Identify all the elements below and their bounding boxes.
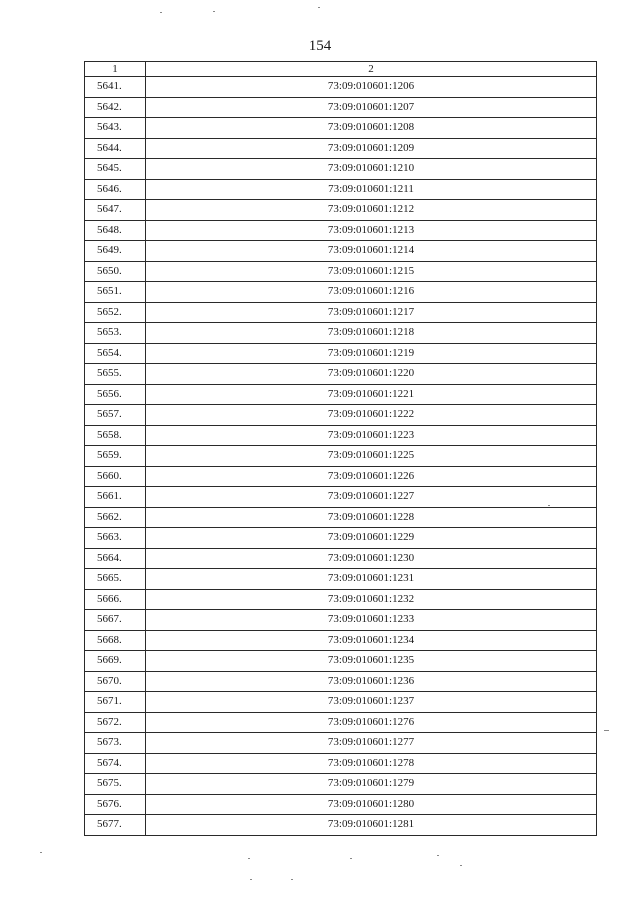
cadastral-number-cell: 73:09:010601:1230	[146, 548, 597, 569]
table-row	[85, 712, 597, 733]
row-number-cell: 5662.	[85, 507, 146, 528]
scan-speck	[318, 7, 320, 8]
row-number-cell: 5661.	[85, 487, 146, 508]
row-number-cell: 5672.	[85, 712, 146, 733]
table-row	[85, 589, 597, 610]
cadastral-number-cell: 73:09:010601:1220	[146, 364, 597, 385]
row-number-cell: 5674.	[85, 753, 146, 774]
page-number: 154	[308, 38, 332, 54]
row-number-cell: 5670.	[85, 671, 146, 692]
row-number-cell: 5663.	[85, 528, 146, 549]
row-number-cell: 5657.	[85, 405, 146, 426]
cadastral-number-cell: 73:09:010601:1276	[146, 712, 597, 733]
table-row	[85, 692, 597, 713]
scan-speck	[40, 852, 42, 853]
row-number-cell: 5650.	[85, 261, 146, 282]
row-number-cell: 5653.	[85, 323, 146, 344]
row-number-cell: 5668.	[85, 630, 146, 651]
table-row	[85, 138, 597, 159]
cadastral-number-cell: 73:09:010601:1219	[146, 343, 597, 364]
table-row	[85, 302, 597, 323]
table-row	[85, 569, 597, 590]
row-number-cell: 5642.	[85, 97, 146, 118]
cadastral-number-cell: 73:09:010601:1233	[146, 610, 597, 631]
table-row	[85, 466, 597, 487]
table-row	[85, 220, 597, 241]
row-number-cell: 5652.	[85, 302, 146, 323]
table-row	[85, 261, 597, 282]
cadastral-number-cell: 73:09:010601:1228	[146, 507, 597, 528]
row-number-cell: 5646.	[85, 179, 146, 200]
table-row	[85, 733, 597, 754]
scan-speck	[460, 865, 462, 866]
cadastral-number-cell: 73:09:010601:1215	[146, 261, 597, 282]
scan-speck	[604, 730, 609, 731]
table-row	[85, 118, 597, 139]
cadastral-number-cell: 73:09:010601:1210	[146, 159, 597, 180]
cadastral-number-cell: 73:09:010601:1277	[146, 733, 597, 754]
row-number-cell: 5665.	[85, 569, 146, 590]
cadastral-number-cell: 73:09:010601:1223	[146, 425, 597, 446]
scan-speck	[250, 879, 252, 880]
cadastral-number-cell: 73:09:010601:1235	[146, 651, 597, 672]
header-row	[85, 62, 597, 77]
cadastral-number-cell: 73:09:010601:1217	[146, 302, 597, 323]
column-header-cadastral-number: 2	[146, 62, 597, 77]
scan-speck	[291, 879, 293, 880]
table-row	[85, 671, 597, 692]
table-row	[85, 425, 597, 446]
table-body	[85, 77, 597, 836]
table-row	[85, 323, 597, 344]
cadastral-number-cell: 73:09:010601:1278	[146, 753, 597, 774]
cadastral-number-cell: 73:09:010601:1221	[146, 384, 597, 405]
table-row	[85, 282, 597, 303]
row-number-cell: 5673.	[85, 733, 146, 754]
cadastral-number-cell: 73:09:010601:1232	[146, 589, 597, 610]
table-row	[85, 77, 597, 98]
table-row	[85, 774, 597, 795]
row-number-cell: 5654.	[85, 343, 146, 364]
cadastral-number-cell: 73:09:010601:1231	[146, 569, 597, 590]
table-row	[85, 610, 597, 631]
table-row	[85, 630, 597, 651]
cadastral-number-cell: 73:09:010601:1229	[146, 528, 597, 549]
row-number-cell: 5643.	[85, 118, 146, 139]
cadastral-number-cell: 73:09:010601:1214	[146, 241, 597, 262]
row-number-cell: 5664.	[85, 548, 146, 569]
cadastral-number-cell: 73:09:010601:1209	[146, 138, 597, 159]
row-number-cell: 5648.	[85, 220, 146, 241]
cadastral-number-cell: 73:09:010601:1212	[146, 200, 597, 221]
row-number-cell: 5641.	[85, 77, 146, 98]
cadastral-number-cell: 73:09:010601:1280	[146, 794, 597, 815]
cadastral-number-cell: 73:09:010601:1206	[146, 77, 597, 98]
cadastral-number-cell: 73:09:010601:1281	[146, 815, 597, 836]
table-row	[85, 651, 597, 672]
cadastral-number-cell: 73:09:010601:1236	[146, 671, 597, 692]
row-number-cell: 5647.	[85, 200, 146, 221]
column-header-number: 1	[85, 62, 146, 77]
row-number-cell: 5666.	[85, 589, 146, 610]
table-row	[85, 548, 597, 569]
row-number-cell: 5667.	[85, 610, 146, 631]
table-row	[85, 179, 597, 200]
row-number-cell: 5649.	[85, 241, 146, 262]
table-row	[85, 753, 597, 774]
scan-speck	[213, 11, 215, 12]
table-row	[85, 405, 597, 426]
row-number-cell: 5677.	[85, 815, 146, 836]
table-row	[85, 528, 597, 549]
scan-speck	[437, 855, 439, 856]
row-number-cell: 5656.	[85, 384, 146, 405]
row-number-cell: 5658.	[85, 425, 146, 446]
row-number-cell: 5644.	[85, 138, 146, 159]
row-number-cell: 5660.	[85, 466, 146, 487]
scan-speck	[248, 858, 250, 859]
table-row	[85, 815, 597, 836]
row-number-cell: 5645.	[85, 159, 146, 180]
table-header	[85, 62, 597, 77]
table-row	[85, 159, 597, 180]
scan-speck	[160, 12, 162, 13]
table-row	[85, 364, 597, 385]
table-row	[85, 343, 597, 364]
cadastral-number-cell: 73:09:010601:1208	[146, 118, 597, 139]
row-number-cell: 5651.	[85, 282, 146, 303]
cadastral-number-cell: 73:09:010601:1211	[146, 179, 597, 200]
table-row	[85, 200, 597, 221]
scan-speck	[548, 505, 550, 506]
cadastral-number-cell: 73:09:010601:1227	[146, 487, 597, 508]
table-row	[85, 794, 597, 815]
cadastral-number-table	[84, 61, 597, 836]
cadastral-number-cell: 73:09:010601:1216	[146, 282, 597, 303]
cadastral-number-cell: 73:09:010601:1222	[146, 405, 597, 426]
table-row	[85, 97, 597, 118]
table-row	[85, 487, 597, 508]
cadastral-number-cell: 73:09:010601:1226	[146, 466, 597, 487]
row-number-cell: 5675.	[85, 774, 146, 795]
table-row	[85, 384, 597, 405]
row-number-cell: 5669.	[85, 651, 146, 672]
cadastral-number-cell: 73:09:010601:1207	[146, 97, 597, 118]
table-row	[85, 507, 597, 528]
table-row	[85, 446, 597, 467]
row-number-cell: 5676.	[85, 794, 146, 815]
cadastral-number-cell: 73:09:010601:1234	[146, 630, 597, 651]
cadastral-number-cell: 73:09:010601:1218	[146, 323, 597, 344]
cadastral-number-cell: 73:09:010601:1279	[146, 774, 597, 795]
table-row	[85, 241, 597, 262]
row-number-cell: 5659.	[85, 446, 146, 467]
row-number-cell: 5671.	[85, 692, 146, 713]
cadastral-number-cell: 73:09:010601:1213	[146, 220, 597, 241]
cadastral-number-cell: 73:09:010601:1225	[146, 446, 597, 467]
cadastral-number-cell: 73:09:010601:1237	[146, 692, 597, 713]
scan-speck	[350, 858, 352, 859]
row-number-cell: 5655.	[85, 364, 146, 385]
